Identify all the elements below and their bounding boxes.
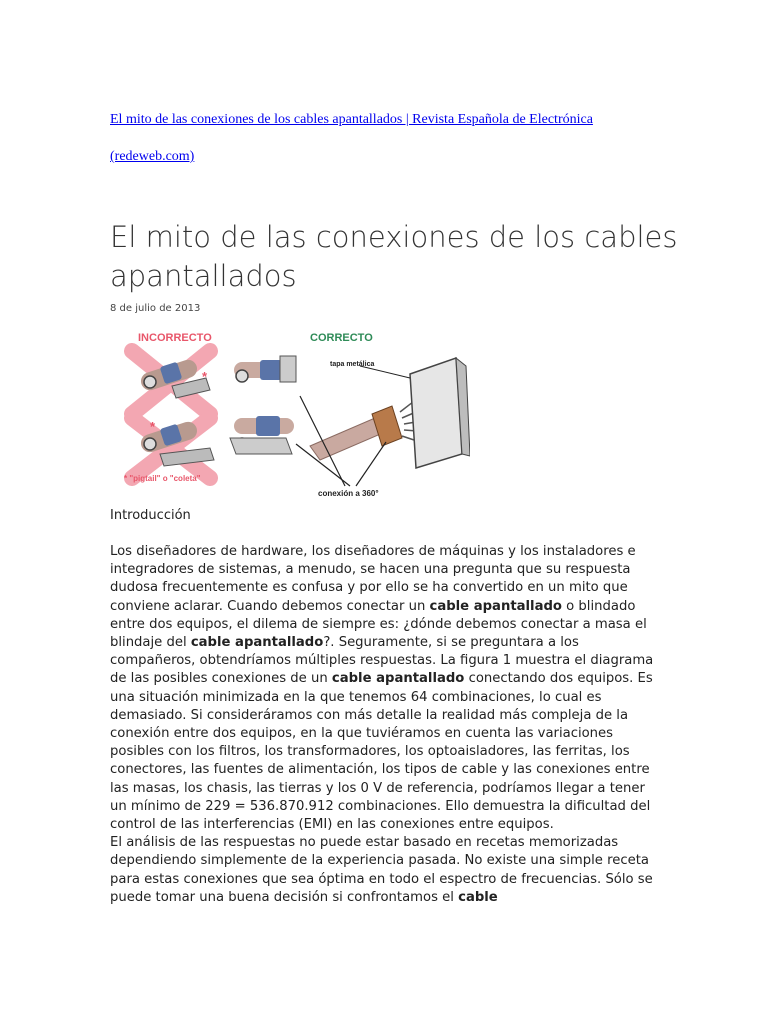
label-incorrect: INCORRECTO bbox=[138, 332, 212, 344]
paragraph-1: Los diseñadores de hardware, los diseñadores de máquinas y los instaladores e integradores de sistemas, a menudo, se hacen una pregunta que su respuesta dudosa frecuentemente es confusa y por ello se ha convertido en un mito que conviene aclarar. Cuando debemos conectar un cable apantallado o blindado entre dos equipos, el dilema de siempre es: ¿dónde debemos conectar a masa el blindaje del cable apantallado?. Seguramente, si se preguntara a los compañeros, obtendríamos múltiples respuestas. La figura 1 muestra el diagrama de las posibles conexiones de un cable apantallado conectando dos equipos. Es una situación minimizada en la que tenemos 64 combinaciones, lo cual es demasiado. Si consideráramos con más detalle la realidad más compleja de la conexión entre dos equipos, en la que tuviéramos en cuenta las variaciones posibles con los filtros, los transformadores, los optoaisladores, las ferritas, los conectores, las fuentes de alimentación, los tipos de cable y las conexiones entre las masas, los chasis, las tierras y los 0 V de referencia, podríamos llegar a tener un mínimo de 229 = 536.870.912 combinaciones. Ello demuestra la dificultad del control de las interferencias (EMI) en las conexiones entre equipos. bbox=[110, 544, 654, 833]
asterisk-mark-2: * bbox=[150, 419, 156, 434]
correct-connector-bottom bbox=[230, 416, 294, 454]
metal-cover-connector bbox=[310, 358, 470, 468]
source-site-link[interactable]: (redeweb.com) bbox=[110, 149, 195, 164]
article-date: 8 de julio de 2013 bbox=[110, 303, 201, 314]
shield-connection-figure bbox=[110, 326, 470, 504]
correct-connector-top bbox=[234, 356, 296, 382]
label-metal-cover: tapa metálica bbox=[330, 361, 375, 368]
article-body bbox=[110, 543, 665, 907]
label-pigtail: * "pigtail" o "coleta" bbox=[124, 474, 201, 483]
asterisk-mark-1: * bbox=[202, 369, 208, 384]
label-correct: CORRECTO bbox=[310, 332, 373, 344]
source-article-link[interactable]: El mito de las conexiones de los cables apantallados | Revista Española de Electrónica bbox=[110, 112, 593, 127]
paragraph-2: El análisis de las respuestas no puede estar basado en recetas memorizadas dependiendo simplemente de la experiencia pasada. No existe una simple receta para estas conexiones que sea óptima en todo el espectro de frecuencias. Sólo se puede tomar una buena decisión si confrontamos el cable bbox=[110, 835, 653, 905]
section-heading-intro: Introducción bbox=[110, 508, 191, 523]
label-360-connection: conexión a 360° bbox=[318, 489, 379, 498]
article-title: El mito de las conexiones de los cables apantallados bbox=[110, 220, 678, 293]
figure-svg bbox=[110, 326, 470, 504]
